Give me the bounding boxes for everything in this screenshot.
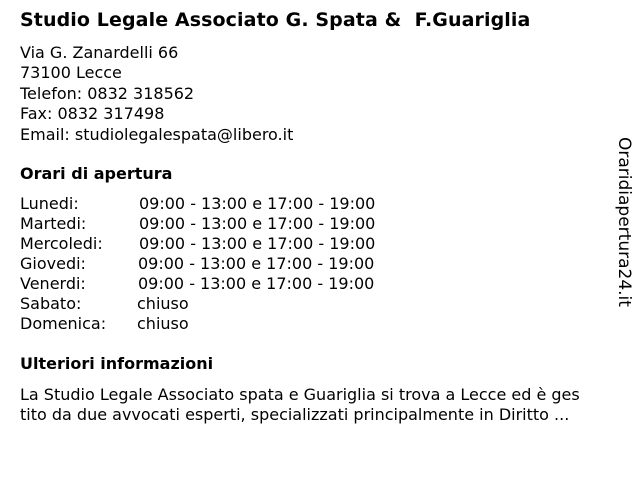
day-label: Martedi: <box>20 214 87 233</box>
day-label: Sabato: <box>20 294 82 313</box>
business-name: Studio Legale Associato G. Spata & F.Guariglia <box>20 9 531 31</box>
opening-hours-heading: Orari di apertura <box>20 164 173 183</box>
description-line: tito da due avvocati esperti, specializzati principalmente in Diritto ... <box>20 405 570 424</box>
time-value: 09:00 - 13:00 e 17:00 - 19:00 <box>139 214 376 233</box>
time-value: 09:00 - 13:00 e 17:00 - 19:00 <box>139 194 376 213</box>
time-value: chiuso <box>137 314 189 333</box>
business-description <box>20 357 630 425</box>
time-value: chiuso <box>137 294 189 313</box>
day-label: Domenica: <box>20 314 107 333</box>
day-label: Mercoledi: <box>20 234 103 253</box>
contact-block <box>20 43 293 145</box>
day-label: Lunedi: <box>20 194 79 213</box>
street-address: Via G. Zanardelli 66 <box>20 43 179 62</box>
description-line: La Studio Legale Associato spata e Guariglia si trova a Lecce ed è ges <box>20 385 580 404</box>
further-info-heading: Ulteriori informazioni <box>20 354 214 373</box>
time-value: 09:00 - 13:00 e 17:00 - 19:00 <box>138 254 375 273</box>
email-address: Email: studiolegalespata@libero.it <box>20 124 294 144</box>
phone-number: Telefon: 0832 318562 <box>20 83 195 103</box>
site-watermark: Oraridiapertura24.it <box>614 137 634 307</box>
time-value: 09:00 - 13:00 e 17:00 - 19:00 <box>139 234 376 253</box>
time-value: 09:00 - 13:00 e 17:00 - 19:00 <box>138 274 375 293</box>
fax-number: Fax: 0832 317498 <box>20 104 165 124</box>
day-label: Giovedi: <box>20 254 86 273</box>
day-label: Venerdi: <box>20 274 86 293</box>
city-postal-code: 73100 Lecce <box>20 63 122 83</box>
